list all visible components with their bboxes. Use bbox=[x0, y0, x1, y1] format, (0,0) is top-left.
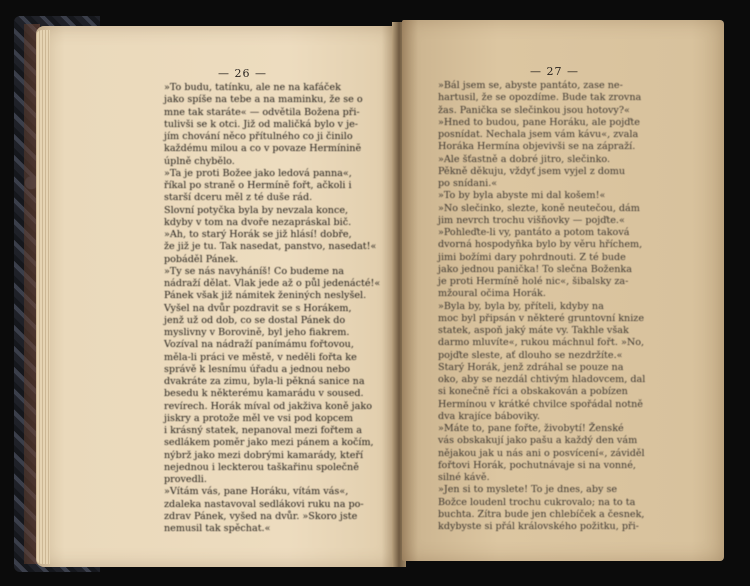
text-line: tulivši se k otci. Již od maličká bylo v je- bbox=[164, 118, 359, 130]
text-line: mžoural očima Horák. bbox=[438, 288, 546, 300]
text-line: statek, aspoň jaký máte vy. Takhle však bbox=[438, 325, 629, 336]
text-line: »Hned to budou, pane Horáku, ale pojďte bbox=[438, 116, 640, 128]
text-line: moc byl připsán v některé gruntovní knize bbox=[438, 312, 644, 324]
page-edges bbox=[36, 30, 50, 564]
text-line: sedlákem poměr jako mezi pánem a kočím, bbox=[164, 437, 374, 449]
left-page bbox=[36, 26, 396, 567]
text-line: úplně chybělo. bbox=[164, 155, 235, 167]
text-line: mne tak staráte« — odvětila Božena při- bbox=[164, 106, 360, 118]
text-line: »Ah, to starý Horák se již hlásí! dobře, bbox=[164, 229, 352, 240]
text-line: kdyby v tom na dvoře nezapráskal bič. bbox=[164, 216, 352, 228]
text-line: žas. Panička se slečinkou jsou hotovy?« bbox=[438, 104, 630, 116]
text-line: správě k lesnímu úřadu a jednou nebo bbox=[164, 363, 350, 375]
text-line: besedu k některému kamarádu v soused. bbox=[164, 388, 364, 400]
text-line: jenž už od dob, co se dostal Pánek do bbox=[164, 314, 346, 326]
text-line: nemusil tak spěchat.« bbox=[164, 523, 271, 534]
text-line: kdybyste si přál královského požitku, při- bbox=[438, 521, 639, 532]
text-line: »To budu, tatínku, ale ne na kafáček bbox=[164, 82, 341, 93]
text-line: »Máte to, pane fořte, živobytí! Ženské bbox=[438, 423, 624, 434]
text-line: revírech. Horák míval od jakživa koně jako bbox=[164, 400, 372, 412]
text-line: »Bál jsem se, abyste pantáto, zase ne- bbox=[438, 80, 623, 91]
text-line: »Ta je proti Božee jako ledová panna«, bbox=[164, 167, 352, 179]
text-line: jimi božími dary pohrdnouti. Z té bude bbox=[438, 251, 626, 263]
text-line: nejednou i leckterou taškařinu společně bbox=[164, 461, 359, 473]
left-page-number: — 26 — bbox=[218, 67, 267, 80]
text-line: »No slečinko, slezte, koně neutečou, dám bbox=[438, 202, 640, 214]
text-line: po snídani.« bbox=[438, 178, 498, 189]
text-line: myslivny v Borovině, byl jeho fiakrem. bbox=[164, 327, 350, 338]
text-line: říkal po straně o Hermínĕ fořt, ačkoli i bbox=[164, 180, 352, 191]
text-line: dva krajíce báboviky. bbox=[438, 410, 540, 422]
text-line: Pánek však již námitek ženiných neslyšel. bbox=[164, 290, 367, 302]
right-page bbox=[402, 20, 724, 561]
text-line: Slovní potyčka byla by nevzala konce, bbox=[164, 204, 349, 216]
text-line: Starý Horák, jenž zdráhal se pouze na bbox=[438, 361, 624, 373]
text-line: nádraží dělat. Vlak jede až o půl jedenácté!« bbox=[164, 278, 381, 289]
right-page-text bbox=[438, 80, 645, 533]
text-line: jako jednou panička! To slečna Boženka bbox=[438, 263, 632, 275]
text-line: zdrav Pánek, vyšed na dvůr. »Skoro jste bbox=[164, 510, 358, 522]
text-line: dvakráte za zimu, byla-li pěkná sanice na bbox=[164, 376, 365, 387]
text-line: Božce loudenl trochu cukrovalo; na to ta bbox=[438, 496, 636, 508]
text-line: Vyšel na dvůr pozdravit se s Horákem, bbox=[164, 302, 352, 314]
text-line: každému milou a co v povaze Hermíninĕ bbox=[164, 143, 362, 155]
text-line: i krásný statek, nepanoval mezi fořtem a bbox=[164, 425, 362, 436]
text-line: darmo mluvíte«, rukou máchnul fořt. »No, bbox=[438, 337, 645, 349]
text-line: jim nevrch trochu višňovky — pojďte.« bbox=[438, 214, 625, 226]
text-line: Vozíval na nádraží panímámu fořtovou, bbox=[164, 339, 354, 351]
text-line: měla-li práci ve městě, v neděli fořta ke bbox=[164, 351, 357, 363]
text-line: si konečně říci a obskakován a pobízen bbox=[438, 386, 628, 398]
text-line: »Jen si to myslete! To je dnes, aby se bbox=[438, 484, 618, 496]
text-line: silné kávě. bbox=[438, 472, 490, 483]
left-page-text bbox=[164, 82, 380, 535]
text-line: Hermínou v krátké chvilce spořádal notně bbox=[438, 398, 643, 410]
text-line: že již je tu. Tak nasedat, panstvo, nasedat!« bbox=[164, 241, 377, 253]
text-line: pojďte sleste, ať dlouho se nezdržíte.« bbox=[438, 349, 623, 361]
text-line: »To by byla abyste mi dal košem!« bbox=[438, 190, 606, 202]
text-line: vás obskakují jako pašu a každý den vám bbox=[438, 435, 638, 447]
text-line: »Vítám vás, pane Horáku, vítám vás«, bbox=[164, 486, 349, 498]
text-line: »Pohleďte-li vy, pantáto a potom taková bbox=[438, 227, 630, 238]
text-line: buchta. Zítra bude jen chlebíček a česnek, bbox=[438, 508, 645, 520]
right-page-number: — 27 — bbox=[530, 65, 579, 78]
text-line: pobáděl Pánek. bbox=[164, 253, 239, 265]
text-line: provedli. bbox=[164, 474, 207, 485]
text-line: hartusil, že se opozdíme. Bude tak zrovna bbox=[438, 92, 642, 104]
text-line: nýbrž jako mezi dobrými kamarády, kteří bbox=[164, 449, 364, 461]
text-line: nějakou jak u nás ani o posvícení«, záviděl bbox=[438, 447, 645, 459]
text-line: je proti Hermíně holé nic«, šibalsky za- bbox=[438, 276, 629, 287]
text-line: dvorná hospodyňka bylo by věru hříchem, bbox=[438, 239, 643, 251]
text-line: »Ale šťastně a dobré jitro, slečinko. bbox=[438, 153, 611, 165]
text-line: Horáka Hermína objevivši se na zápraží. bbox=[438, 141, 636, 153]
text-line: »Ty se nás navyháníš! Co budeme na bbox=[164, 265, 344, 277]
text-line: oko, aby se nezdál chtivým hladovcem, dal bbox=[438, 374, 646, 385]
text-line: starší dceru měl z té duše rád. bbox=[164, 192, 313, 204]
text-line: Pěkně děkuju, vždyť jsem vyjel z domu bbox=[438, 165, 626, 177]
text-line: fořtovi Horák, pochutnávaje si na vonné, bbox=[438, 459, 636, 471]
text-line: zdaleka nastavoval sedlákovi ruku na po- bbox=[164, 498, 364, 510]
text-line: jako spíše na tebe a na maminku, že se o bbox=[164, 94, 363, 106]
text-line: jím chování něco přítulného co ji činilo bbox=[164, 131, 353, 142]
text-line: posnídat. Nechala jsem vám kávu«, zvala bbox=[438, 129, 639, 140]
text-line: »Byla by, byla by, příteli, kdyby na bbox=[438, 300, 604, 312]
text-line: jiskry a protože měl ve vsi pod kopcem bbox=[164, 412, 354, 424]
